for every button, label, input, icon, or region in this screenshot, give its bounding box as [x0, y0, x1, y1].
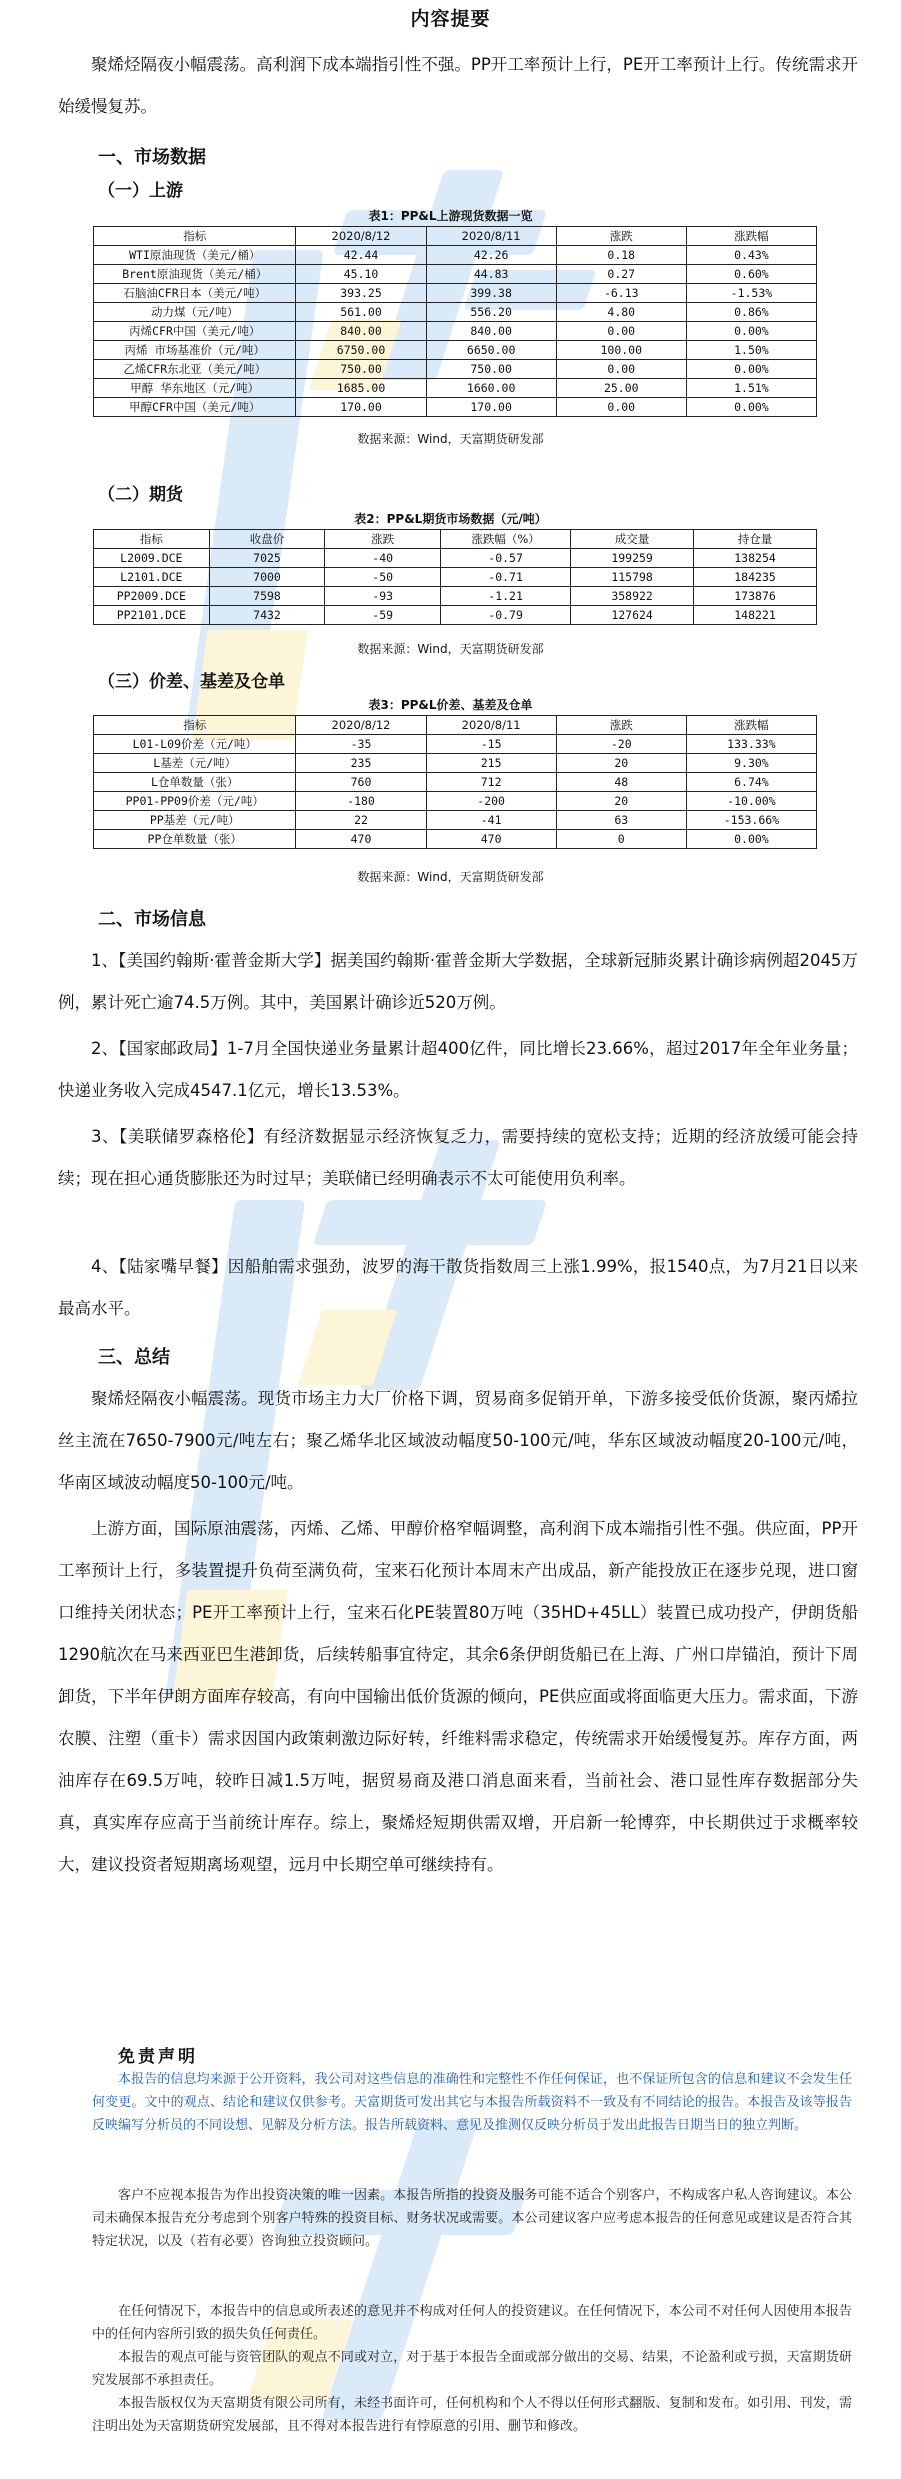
table-cell: Brent原油现货（美元/桶）: [94, 265, 296, 284]
section-market-data-heading: 一、市场数据: [98, 147, 206, 168]
table-cell: 470: [426, 830, 556, 849]
table-cell: 399.38: [426, 284, 556, 303]
table-cell: 0.43%: [686, 246, 816, 265]
table-cell: 561.00: [296, 303, 426, 322]
table-header-cell: 涨跌幅（%）: [441, 530, 571, 549]
table-cell: L01-L09价差（元/吨）: [94, 735, 296, 754]
table-cell: 0.00%: [686, 322, 816, 341]
table-header-cell: 成交量: [571, 530, 694, 549]
table-cell: 1.50%: [686, 341, 816, 360]
table-cell: PP仓单数量（张）: [94, 830, 296, 849]
table-cell: 0.00: [556, 360, 686, 379]
table-cell: 1.51%: [686, 379, 816, 398]
table-header-cell: 2020/8/12: [296, 716, 426, 735]
table-cell: PP2101.DCE: [94, 606, 210, 625]
table-header-cell: 涨跌: [556, 227, 686, 246]
table-cell: 20: [556, 792, 686, 811]
subsection-futures-heading: （二）期货: [98, 485, 183, 505]
summary-paragraph: 聚烯烃隔夜小幅震荡。高利润下成本端指引性不强。PP开工率预计上行，PE开工率预计上行。传统需求开始缓慢复苏。: [58, 55, 858, 116]
table-cell: 750.00: [426, 360, 556, 379]
table-cell: -200: [426, 792, 556, 811]
table-cell: -50: [325, 568, 441, 587]
table-header-row: [94, 227, 817, 246]
table-cell: 25.00: [556, 379, 686, 398]
table-cell: L基差（元/吨）: [94, 754, 296, 773]
table-cell: 丙烯 市场基准价（元/吨）: [94, 341, 296, 360]
table-row: [94, 587, 817, 606]
table-cell: 184235: [694, 568, 817, 587]
table2-caption: 表2：PP&L期货市场数据（元/吨）: [354, 512, 547, 526]
table-cell: 173876: [694, 587, 817, 606]
table-cell: 215: [426, 754, 556, 773]
table-cell: 20: [556, 754, 686, 773]
upstream-spot-table: [93, 226, 817, 417]
table-cell: -180: [296, 792, 426, 811]
section-market-info-heading: 二、市场信息: [98, 909, 206, 930]
table-header-cell: 涨跌: [556, 716, 686, 735]
table-cell: 115798: [571, 568, 694, 587]
table-cell: 7432: [209, 606, 325, 625]
table-cell: 63: [556, 811, 686, 830]
table-cell: 712: [426, 773, 556, 792]
table-cell: 0.00: [556, 322, 686, 341]
futures-market-table: [93, 529, 817, 625]
table-row: [94, 398, 817, 417]
table-cell: 7598: [209, 587, 325, 606]
conclusion-paragraph: 上游方面，国际原油震荡，丙烯、乙烯、甲醇价格窄幅调整，高利润下成本端指引性不强。供应面，PP开工率预计上行，多装置提升负荷至满负荷，宝来石化预计本周末产出成品，新产能投放正在逐步兑现，进口窗口维持关闭状态；PE开工率预计上行，宝来石化PE装置80万吨（35HD+45LL）装置已成功投产，伊朗货船1290航次在马来西亚巴生港卸货，后续转船事宜待定，其余6条伊朗货船已在上海、广州口岸锚泊，预计下周卸货，下半年伊朗方面库存较高，有向中国输出低价货源的倾向，PE供应面或将面临更大压力。需求面，下游农膜、注塑（重卡）需求因国内政策刺激边际好转，纤维料需求稳定，传统需求开始缓慢复苏。库存方面，两油库存在69.5万吨，较昨日减1.5万吨，据贸易商及港口消息面来看，当前社会、港口显性库存数据部分失真，真实库存应高于当前统计库存。综上，聚烯烃短期供需双增，开启新一轮博弈，中长期供过于求概率较大，建议投资者短期离场观望，远月中长期空单可继续持有。: [58, 1519, 858, 1874]
table-cell: 840.00: [296, 322, 426, 341]
table-cell: L2009.DCE: [94, 549, 210, 568]
table-header-row: [94, 716, 817, 735]
table-header-cell: 2020/8/11: [426, 716, 556, 735]
table-cell: 6.74%: [686, 773, 816, 792]
table-row: [94, 792, 817, 811]
table3-caption: 表3：PP&L价差、基差及仓单: [368, 698, 533, 712]
table-row: [94, 341, 817, 360]
table-header-cell: 持仓量: [694, 530, 817, 549]
table-cell: -15: [426, 735, 556, 754]
table-cell: 1660.00: [426, 379, 556, 398]
table-cell: 22: [296, 811, 426, 830]
table-cell: 393.25: [296, 284, 426, 303]
table-row: [94, 322, 817, 341]
table-cell: 42.44: [296, 246, 426, 265]
news-item: 3、【美联储罗森格伦】有经济数据显示经济恢复乏力，需要持续的宽松支持；近期的经济放缓可能会持续；现在担心通货膨胀还为时过早；美联储已经明确表示不太可能使用负利率。: [58, 1127, 858, 1188]
table-row: [94, 754, 817, 773]
conclusion-paragraph: 聚烯烃隔夜小幅震荡。现货市场主力大厂价格下调，贸易商多促销开单，下游多接受低价货源，聚丙烯拉丝主流在7650-7900元/吨左右；聚乙烯华北区域波动幅度50-100元/吨，华东区域波动幅度20-100元/吨，华南区域波动幅度50-100元/吨。: [58, 1389, 858, 1492]
news-item: 1、【美国约翰斯·霍普金斯大学】据美国约翰斯·霍普金斯大学数据，全球新冠肺炎累计确诊病例超2045万例，累计死亡逾74.5万例。其中，美国累计确诊近520万例。: [58, 951, 858, 1012]
disclaimer-paragraph: 本报告的观点可能与资管团队的观点不同或对立，对于基于本报告全面或部分做出的交易、结果，不论盈利或亏损，天富期货研究发展部不承担责任。: [92, 2350, 852, 2388]
table-cell: 9.30%: [686, 754, 816, 773]
table-cell: 0.00%: [686, 360, 816, 379]
table3-source: 数据来源：Wind，天富期货研发部: [357, 870, 544, 884]
table-cell: 0.27: [556, 265, 686, 284]
table1-source: 数据来源：Wind，天富期货研发部: [357, 432, 544, 446]
table-cell: 0.00%: [686, 830, 816, 849]
table-cell: 170.00: [296, 398, 426, 417]
table-cell: 0.86%: [686, 303, 816, 322]
table-header-cell: 指标: [94, 716, 296, 735]
table-cell: 358922: [571, 587, 694, 606]
table-cell: 127624: [571, 606, 694, 625]
table-cell: -35: [296, 735, 426, 754]
table-cell: 138254: [694, 549, 817, 568]
table-cell: 199259: [571, 549, 694, 568]
table-cell: 0.00%: [686, 398, 816, 417]
table-cell: -10.00%: [686, 792, 816, 811]
table-header-cell: 2020/8/12: [296, 227, 426, 246]
table-cell: PP2009.DCE: [94, 587, 210, 606]
table-header-cell: 指标: [94, 227, 296, 246]
table-cell: -153.66%: [686, 811, 816, 830]
table-cell: 丙烯CFR中国（美元/吨）: [94, 322, 296, 341]
table-cell: PP基差（元/吨）: [94, 811, 296, 830]
table-cell: 470: [296, 830, 426, 849]
news-item: 2、【国家邮政局】1-7月全国快递业务量累计超400亿件，同比增长23.66%，超过2017年全年业务量；快递业务收入完成4547.1亿元，增长13.53%。: [58, 1039, 858, 1100]
table-cell: 甲醇CFR中国（美元/吨）: [94, 398, 296, 417]
table-cell: PP01-PP09价差（元/吨）: [94, 792, 296, 811]
table-cell: -0.57: [441, 549, 571, 568]
section-conclusion-heading: 三、总结: [98, 1347, 170, 1368]
disclaimer-paragraph: 客户不应视本报告为作出投资决策的唯一因素。本报告所指的投资及服务可能不适合个别客户，不构成客户私人咨询建议。本公司未确保本报告充分考虑到个别客户特殊的投资目标、财务状况或需要。本公司建议客户应考虑本报告的任何意见或建议是否符合其特定状况，以及（若有必要）咨询独立投资顾问。: [92, 2188, 852, 2249]
table-cell: 1685.00: [296, 379, 426, 398]
table1-caption: 表1：PP&L上游现货数据一览: [368, 209, 533, 223]
table-cell: 0.00: [556, 398, 686, 417]
table-row: [94, 606, 817, 625]
table-cell: 760: [296, 773, 426, 792]
table-row: [94, 549, 817, 568]
table-cell: 6650.00: [426, 341, 556, 360]
table-cell: -59: [325, 606, 441, 625]
table-row: [94, 284, 817, 303]
table-header-cell: 收盘价: [209, 530, 325, 549]
subsection-upstream-heading: （一）上游: [98, 181, 183, 201]
table-cell: 4.80: [556, 303, 686, 322]
table-cell: 甲醇 华东地区（元/吨）: [94, 379, 296, 398]
table-cell: 6750.00: [296, 341, 426, 360]
news-item: 4、【陆家嘴早餐】因船舶需求强劲，波罗的海干散货指数周三上涨1.99%，报1540点，为7月21日以来最高水平。: [58, 1257, 858, 1318]
table-cell: 动力煤（元/吨）: [94, 303, 296, 322]
table-cell: 840.00: [426, 322, 556, 341]
table-row: [94, 830, 817, 849]
table-row: [94, 379, 817, 398]
table-cell: -6.13: [556, 284, 686, 303]
table-header-cell: 涨跌幅: [686, 227, 816, 246]
disclaimer-title: 免责声明: [118, 2047, 198, 2067]
table-header-cell: 涨跌: [325, 530, 441, 549]
disclaimer-paragraph: 本报告的信息均来源于公开资料，我公司对这些信息的准确性和完整性不作任何保证，也不保证所包含的信息和建议不会发生任何变更。文中的观点、结论和建议仅供参考。天富期货可发出其它与本报告所载资料不一致及有不同结论的报告。本报告及该等报告反映编写分析员的不同设想、见解及分析方法。报告所载资料、意见及推测仅反映分析员于发出此报告日期当日的独立判断。: [92, 2072, 852, 2133]
table-cell: WTI原油现货（美元/桶）: [94, 246, 296, 265]
spread-basis-warrant-table: [93, 715, 817, 849]
table-cell: -1.21: [441, 587, 571, 606]
table-cell: -1.53%: [686, 284, 816, 303]
table-cell: 45.10: [296, 265, 426, 284]
table-cell: -0.71: [441, 568, 571, 587]
table-cell: 235: [296, 754, 426, 773]
table-cell: 0.60%: [686, 265, 816, 284]
table-cell: 石脑油CFR日本（美元/吨）: [94, 284, 296, 303]
table-row: [94, 303, 817, 322]
table-cell: L2101.DCE: [94, 568, 210, 587]
table-cell: -40: [325, 549, 441, 568]
disclaimer-paragraph: 本报告版权仅为天富期货有限公司所有，未经书面许可，任何机构和个人不得以任何形式翻版、复制和发布。如引用、刊发，需注明出处为天富期货研究发展部，且不得对本报告进行有悖原意的引用、删节和修改。: [92, 2396, 852, 2434]
table-cell: 48: [556, 773, 686, 792]
table-cell: -0.79: [441, 606, 571, 625]
table-cell: L仓单数量（张）: [94, 773, 296, 792]
table-cell: 7025: [209, 549, 325, 568]
document-title: 内容提要: [410, 8, 491, 30]
table-header-row: [94, 530, 817, 549]
table-row: [94, 735, 817, 754]
table-cell: 42.26: [426, 246, 556, 265]
table-cell: 0: [556, 830, 686, 849]
table-row: [94, 360, 817, 379]
disclaimer-paragraph: 在任何情况下，本报告中的信息或所表述的意见并不构成对任何人的投资建议。在任何情况下，本公司不对任何人因使用本报告中的任何内容所引致的损失负任何责任。: [92, 2304, 852, 2342]
table-cell: 7000: [209, 568, 325, 587]
table-row: [94, 773, 817, 792]
table-row: [94, 811, 817, 830]
table-cell: 133.33%: [686, 735, 816, 754]
table-cell: 0.18: [556, 246, 686, 265]
table-header-cell: 指标: [94, 530, 210, 549]
table-header-cell: 2020/8/11: [426, 227, 556, 246]
table-cell: 44.83: [426, 265, 556, 284]
table-cell: 556.20: [426, 303, 556, 322]
table-row: [94, 568, 817, 587]
table-header-cell: 涨跌幅: [686, 716, 816, 735]
table-cell: 148221: [694, 606, 817, 625]
table-row: [94, 265, 817, 284]
subsection-spread-basis-heading: （三）价差、基差及仓单: [98, 672, 285, 692]
table-cell: -93: [325, 587, 441, 606]
table-cell: 750.00: [296, 360, 426, 379]
table-cell: -41: [426, 811, 556, 830]
table-cell: -20: [556, 735, 686, 754]
table2-source: 数据来源：Wind，天富期货研发部: [357, 642, 544, 656]
table-cell: 100.00: [556, 341, 686, 360]
table-cell: 170.00: [426, 398, 556, 417]
table-cell: 乙烯CFR东北亚（美元/吨）: [94, 360, 296, 379]
table-row: [94, 246, 817, 265]
